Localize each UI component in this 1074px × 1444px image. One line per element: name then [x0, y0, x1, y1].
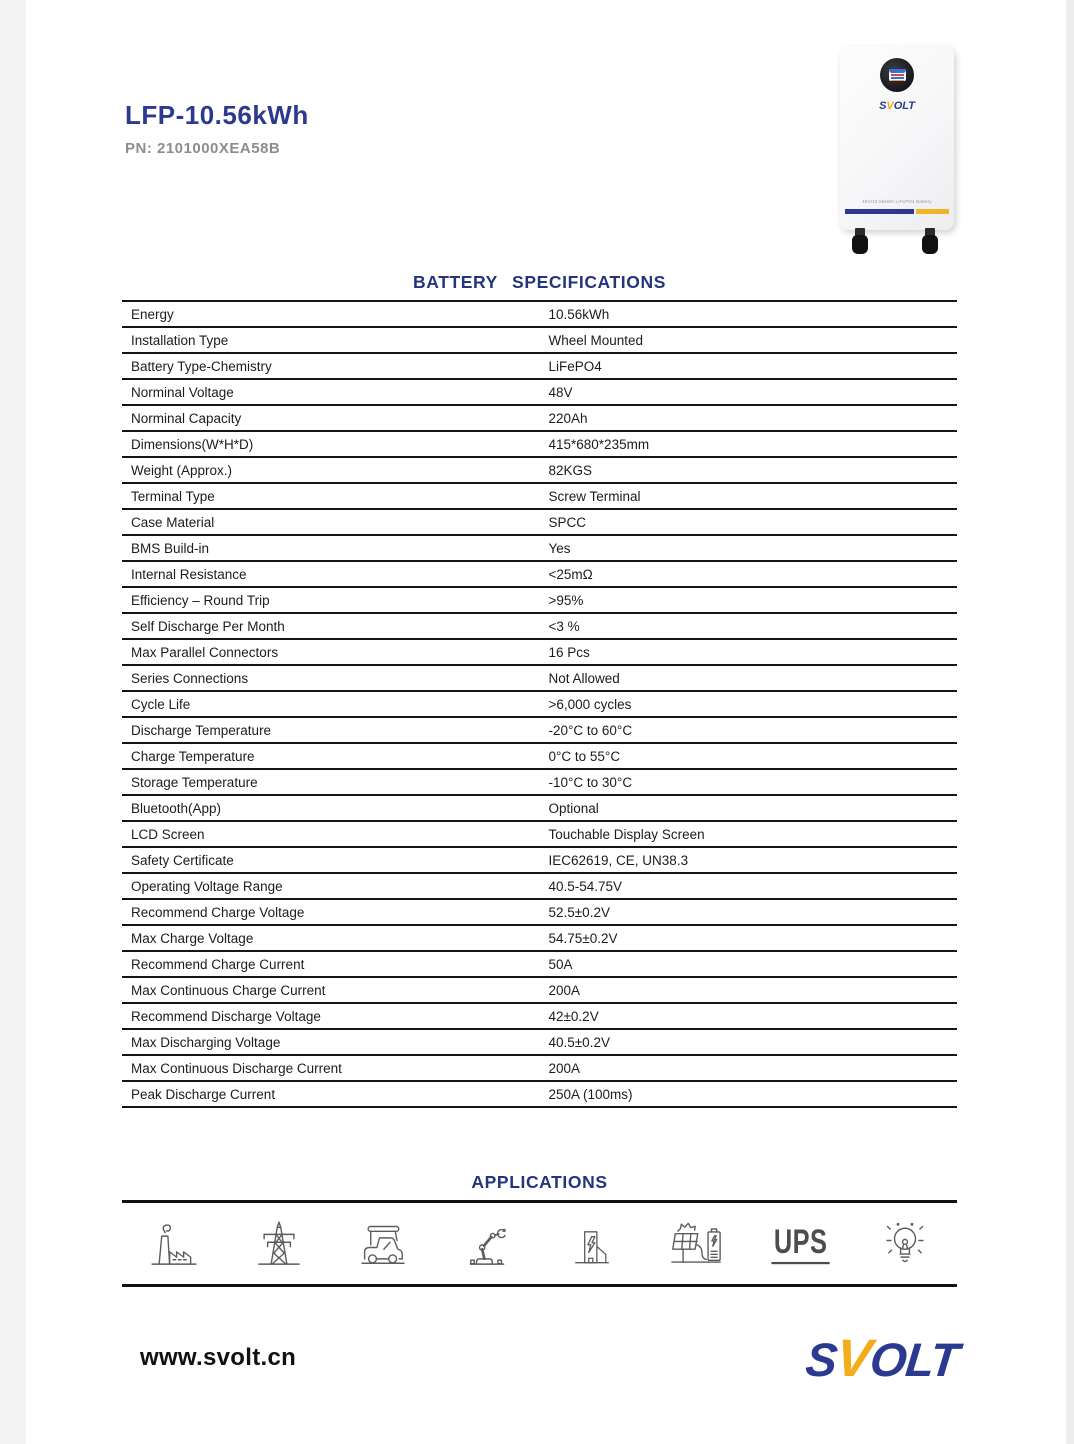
spec-value: 50A — [548, 956, 573, 972]
spec-label: Recommend Charge Current — [131, 956, 305, 972]
spec-row — [122, 768, 957, 794]
spec-label: Terminal Type — [131, 488, 215, 504]
spec-value: <3 % — [548, 618, 580, 634]
spec-value: >6,000 cycles — [548, 696, 632, 712]
spec-value: 48V — [548, 384, 573, 400]
spec-row — [122, 690, 957, 716]
product-photo — [838, 44, 958, 260]
spec-label: Cycle Life — [131, 696, 191, 712]
spec-row — [122, 820, 957, 846]
spec-value: 200A — [548, 1060, 581, 1076]
robot-arm-icon — [435, 1203, 539, 1284]
spec-value: 0°C to 55°C — [548, 748, 621, 764]
spec-label: Dimensions(W*H*D) — [131, 436, 254, 452]
spec-row — [122, 326, 957, 352]
spec-value: 42±0.2V — [548, 1008, 599, 1024]
caster-wheel-right — [922, 228, 939, 256]
spec-value: 220Ah — [548, 410, 588, 426]
spec-label: Norminal Voltage — [131, 384, 234, 400]
spec-row — [122, 430, 957, 456]
spec-label: Max Discharging Voltage — [131, 1034, 281, 1050]
spec-row — [122, 1054, 957, 1080]
spec-label: Norminal Capacity — [131, 410, 242, 426]
battery-brand-logo: SVOLT — [879, 100, 915, 112]
svolt-logo: SVOLT — [803, 1329, 961, 1388]
spec-row — [122, 378, 957, 404]
spec-row — [122, 1002, 957, 1028]
spec-value: Optional — [548, 800, 599, 816]
battery-case — [840, 46, 954, 230]
spec-value: >95% — [548, 592, 584, 608]
specs-heading: BATTERY SPECIFICATIONS — [413, 272, 666, 292]
factory-icon — [122, 1203, 226, 1284]
spec-row — [122, 482, 957, 508]
spec-label: Max Parallel Connectors — [131, 644, 279, 660]
spec-table — [122, 300, 957, 1108]
spec-value: 16 Pcs — [548, 644, 590, 660]
spec-row — [122, 404, 957, 430]
spec-value: Yes — [548, 540, 571, 556]
page-edge-right — [1066, 0, 1074, 1444]
spec-label: Self Discharge Per Month — [131, 618, 285, 634]
part-number: PN: 2101000XEA58B — [125, 140, 281, 157]
spec-row — [122, 456, 957, 482]
power-station-building-icon — [540, 1203, 644, 1284]
spec-row — [122, 612, 957, 638]
spec-value: 40.5±0.2V — [548, 1034, 610, 1050]
spec-label: Series Connections — [131, 670, 249, 686]
spec-label: Max Continuous Charge Current — [131, 982, 326, 998]
spec-row — [122, 742, 957, 768]
spec-label: Battery Type-Chemistry — [131, 358, 272, 374]
power-grid-tower-icon — [226, 1203, 330, 1284]
spec-label: Discharge Temperature — [131, 722, 272, 738]
spec-label: Installation Type — [131, 332, 229, 348]
spec-label: Recommend Discharge Voltage — [131, 1008, 321, 1024]
applications-strip — [122, 1200, 957, 1287]
spec-value: 415*680*235mm — [548, 436, 650, 452]
ups-label: UPS — [771, 1224, 829, 1264]
spec-value: 54.75±0.2V — [548, 930, 618, 946]
spec-value: IEC62619, CE, UN38.3 — [548, 852, 689, 868]
spec-row — [122, 924, 957, 950]
spec-label: Recommend Charge Voltage — [131, 904, 305, 920]
ups-icon — [748, 1203, 852, 1284]
spec-label: Energy — [131, 306, 174, 322]
spec-label: Charge Temperature — [131, 748, 255, 764]
spec-value: 82KGS — [548, 462, 593, 478]
spec-row — [122, 586, 957, 612]
spec-value: 10.56kWh — [548, 306, 610, 322]
spec-value: 40.5-54.75V — [548, 878, 623, 894]
spec-row — [122, 976, 957, 1002]
spec-row — [122, 560, 957, 586]
spec-row — [122, 638, 957, 664]
spec-label: Operating Voltage Range — [131, 878, 283, 894]
spec-row — [122, 1028, 957, 1054]
spec-value: Wheel Mounted — [548, 332, 644, 348]
spec-label: Bluetooth(App) — [131, 800, 222, 816]
battery-display-screen — [880, 58, 914, 92]
spec-row — [122, 300, 957, 326]
spec-row — [122, 898, 957, 924]
spec-row — [122, 664, 957, 690]
spec-row — [122, 950, 957, 976]
spec-row — [122, 508, 957, 534]
spec-value: 250A (100ms) — [548, 1086, 633, 1102]
spec-row — [122, 846, 957, 872]
spec-value: Not Allowed — [548, 670, 620, 686]
page-edge-left — [0, 0, 26, 1444]
spec-label: Weight (Approx.) — [131, 462, 233, 478]
spec-value: SPCC — [548, 514, 587, 530]
spec-value: -10°C to 30°C — [548, 774, 633, 790]
spec-label: Efficiency – Round Trip — [131, 592, 270, 608]
spec-value: <25mΩ — [548, 566, 593, 582]
spec-label: Case Material — [131, 514, 215, 530]
spec-row — [122, 534, 957, 560]
website-url: www.svolt.cn — [140, 1344, 297, 1371]
spec-value: Touchable Display Screen — [548, 826, 705, 842]
spec-value: 200A — [548, 982, 581, 998]
spec-label: Internal Resistance — [131, 566, 247, 582]
spec-value: Screw Terminal — [548, 488, 641, 504]
spec-label: Max Charge Voltage — [131, 930, 254, 946]
spec-label: Peak Discharge Current — [131, 1086, 276, 1102]
spec-label: LCD Screen — [131, 826, 205, 842]
spec-row — [122, 872, 957, 898]
battery-model-label: 48V/10.56kWh LiFePO4 Battery — [862, 199, 932, 204]
spec-value: LiFePO4 — [548, 358, 602, 374]
electric-golf-cart-icon — [331, 1203, 435, 1284]
spec-value: -20°C to 60°C — [548, 722, 633, 738]
spec-row — [122, 352, 957, 378]
solar-battery-storage-icon — [644, 1203, 748, 1284]
spec-row — [122, 1080, 957, 1106]
spec-label: Safety Certificate — [131, 852, 234, 868]
screen-content — [889, 69, 906, 81]
light-bulb-icon — [853, 1203, 957, 1284]
spec-row — [122, 716, 957, 742]
spec-row — [122, 794, 957, 820]
spec-label: Storage Temperature — [131, 774, 258, 790]
spec-label: Max Continuous Discharge Current — [131, 1060, 342, 1076]
applications-heading: APPLICATIONS — [471, 1172, 608, 1192]
caster-wheel-left — [852, 228, 869, 256]
spec-value: 52.5±0.2V — [548, 904, 610, 920]
spec-label: BMS Build-in — [131, 540, 210, 556]
product-title: LFP-10.56kWh — [125, 100, 309, 130]
battery-stripe — [845, 209, 949, 214]
